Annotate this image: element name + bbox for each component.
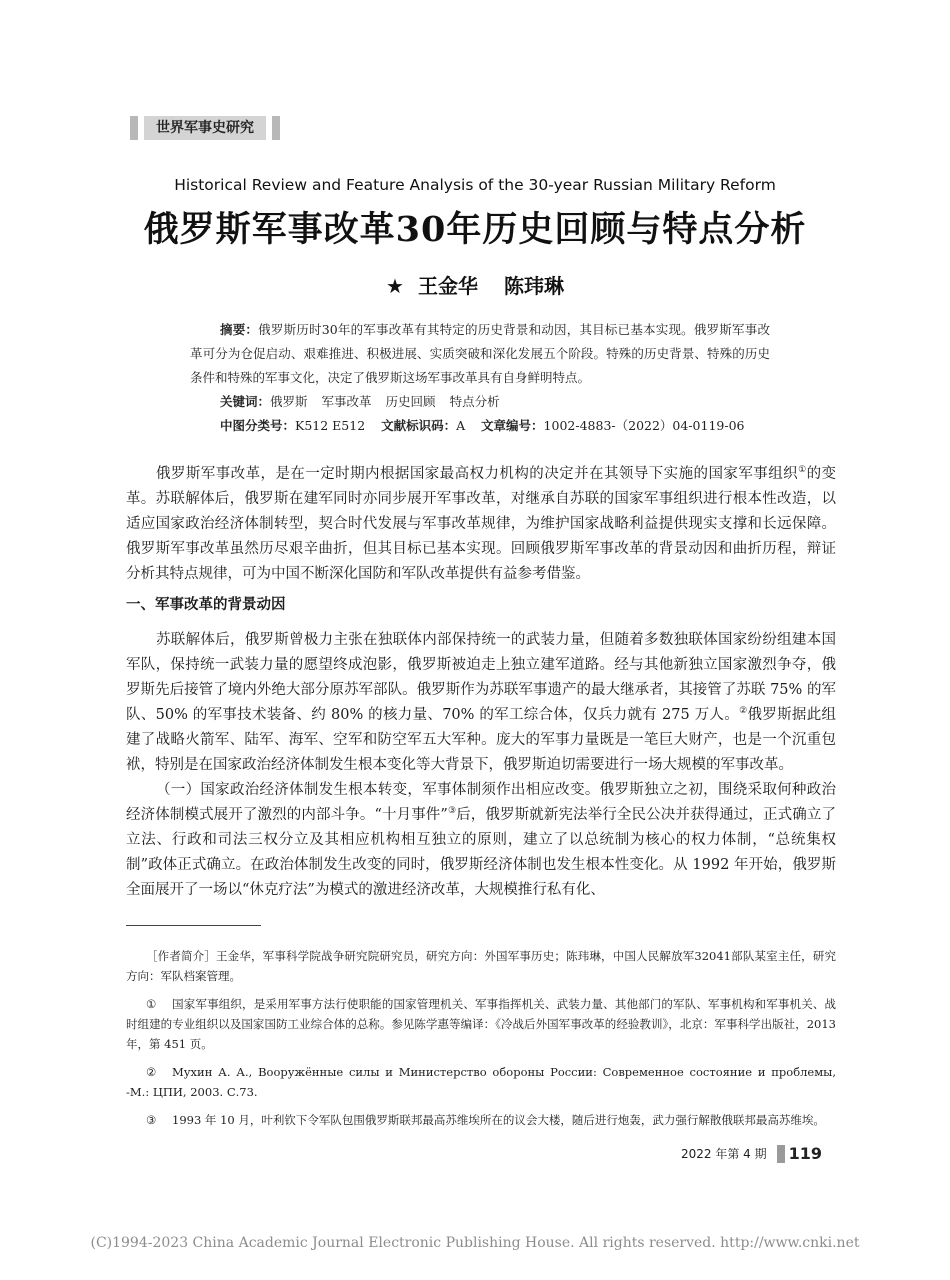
copyright-notice: (C)1994-2023 China Academic Journal Electronic Publishing House. All rights reserved. http://www.cnki.net	[90, 1235, 860, 1251]
title-chinese: 俄罗斯军事改革30年历史回顾与特点分析	[143, 209, 807, 250]
abstract-text: 俄罗斯历时30年的军事改革有其特定的历史背景和动因，其目标已基本实现。俄罗斯军事改革可分为仓促启动、艰难推进、积极进展、实质突破和深化发展五个阶段。特殊的历史背景、特殊的历史条件和特殊的军事文化，决定了俄罗斯这场军事改革具有自身鲜明特点。	[190, 322, 770, 385]
footnote-marker: ②	[146, 1065, 157, 1079]
intro-section	[126, 462, 836, 587]
footnote-3: ③ 1993 年 10 月，叶利钦下令军队包围俄罗斯联邦最高苏维埃所在的议会大楼，随后进行炮轰，武力强行解散俄联邦最高苏维埃。	[126, 1110, 836, 1130]
footnote-ref: ②	[739, 706, 748, 717]
doc-code-value: A	[456, 418, 466, 433]
intro-paragraph: 俄罗斯军事改革，是在一定时期内根据国家最高权力机构的决定并在其领导下实施的国家军事组织①的变革。苏联解体后，俄罗斯在建军同时亦同步展开军事改革，对继承自苏联的国家军事组织进行根本性改造，以适应国家政治经济体制转型，契合时代发展与军事改革规律，为维护国家战略利益提供现实支撑和长远保障。俄罗斯军事改革虽然历尽艰辛曲折，但其目标已基本实现。回顾俄罗斯军事改革的背景动因和曲折历程，辩证分析其特点规律，可为中国不断深化国防和军队改革提供有益参考借鉴。	[126, 465, 836, 582]
keywords-label: 关键词：	[220, 394, 271, 409]
doc-code-label: 文献标识码：	[381, 418, 457, 433]
footnote-ref: ①	[798, 465, 807, 476]
star-icon: ★	[386, 274, 404, 298]
page-footer	[681, 1144, 822, 1163]
footnote-marker: ①	[146, 997, 157, 1011]
footnote-ref: ③	[447, 806, 457, 817]
title-english: Historical Review and Feature Analysis of the 30-year Russian Military Reform	[174, 176, 776, 194]
section-tag-bar-right	[272, 116, 280, 140]
section-tag-bar-left	[130, 116, 138, 140]
section-tag	[130, 116, 280, 140]
abstract-label: 摘要：	[220, 322, 259, 337]
body-paragraph: （一）国家政治经济体制发生根本转变，军事体制须作出相应改变。俄罗斯独立之初，围绕采取何种政治经济体制模式展开了激烈的内部斗争。“十月事件”③后，俄罗斯就新宪法举行全民公决并获得通过，正式确立了立法、行政和司法三权分立及其相应机构相互独立的原则，建立了以总统制为核心的权力体制，“总统集权制”政体正式确立。在政治体制发生改变的同时，俄罗斯经济体制也发生根本性变化。从 1992 年开始，俄罗斯全面展开了一场以“休克疗法”为模式的激进经济改革，大规模推行私有化、	[126, 782, 836, 898]
article-no-value: 1002-4883-（2022）04-0119-06	[543, 418, 745, 433]
footnote-divider	[126, 925, 261, 926]
issue-label: 2022 年第 4 期	[680, 1147, 767, 1161]
author-name: 陈玮琳	[503, 274, 564, 298]
keyword: 俄罗斯	[270, 394, 308, 409]
abstract-block	[190, 318, 770, 438]
page-marker-bar	[777, 1145, 785, 1163]
abstract	[190, 318, 770, 390]
classification-line	[190, 414, 770, 438]
footnote-1: ① 国家军事组织，是采用军事方法行使职能的国家管理机关、军事指挥机关、武装力量、其他部门的军队、军事机构和军事机关、战时组建的专业组织以及国家国防工业综合体的总称。参见陈学惠等编译：《冷战后外国军事改革的经验教训》，北京：军事科学出版社，2013 年，第 451 页。	[126, 994, 836, 1054]
section-heading: 一、军事改革的背景动因	[126, 597, 286, 613]
author-name: 王金华	[417, 274, 478, 298]
keyword: 历史回顾	[385, 394, 436, 409]
article-no-label: 文章编号：	[481, 418, 544, 433]
footnotes	[126, 946, 836, 1138]
section-tag-label: 世界军事史研究	[144, 116, 266, 140]
author-bio: ［作者简介］王金华，军事科学院战争研究院研究员，研究方向：外国军事历史；陈玮琳，中国人民解放军32041部队某室主任，研究方向：军队档案管理。	[126, 949, 836, 983]
body-section	[126, 628, 836, 903]
keyword: 特点分析	[449, 394, 500, 409]
keywords	[190, 390, 770, 414]
authors	[0, 270, 950, 299]
clc-value: K512 E512	[295, 418, 366, 433]
keyword: 军事改革	[321, 394, 372, 409]
clc-label: 中图分类号：	[220, 418, 296, 433]
body-paragraph: 苏联解体后，俄罗斯曾极力主张在独联体内部保持统一的武装力量，但随着多数独联体国家纷纷组建本国军队，保持统一武装力量的愿望终成泡影，俄罗斯被迫走上独立建军道路。经与其他新独立国家激烈争夺，俄罗斯先后接管了境内外绝大部分原苏军部队。俄罗斯作为苏联军事遗产的最大继承者，其接管了苏联 75% 的军队、50% 的军事技术装备、约 80% 的核力量、70% 的军工综合体，仅兵力就有 275 万人。②俄罗斯据此组建了战略火箭军、陆军、海军、空军和防空军五大军种。庞大的军事力量既是一笔巨大财产，也是一个沉重包袱，特别是在国家政治经济体制发生根本变化等大背景下，俄罗斯迫切需要进行一场大规模的军事改革。	[126, 632, 837, 773]
page-number: 119	[788, 1144, 822, 1163]
footnote-marker: ③	[146, 1113, 157, 1127]
footnote-2: ② Мухин А. А., Вооружённые силы и Министерство обороны России: Современное состояние и проблемы, -М.: ЦПИ, 2003. С.73.	[126, 1062, 836, 1102]
